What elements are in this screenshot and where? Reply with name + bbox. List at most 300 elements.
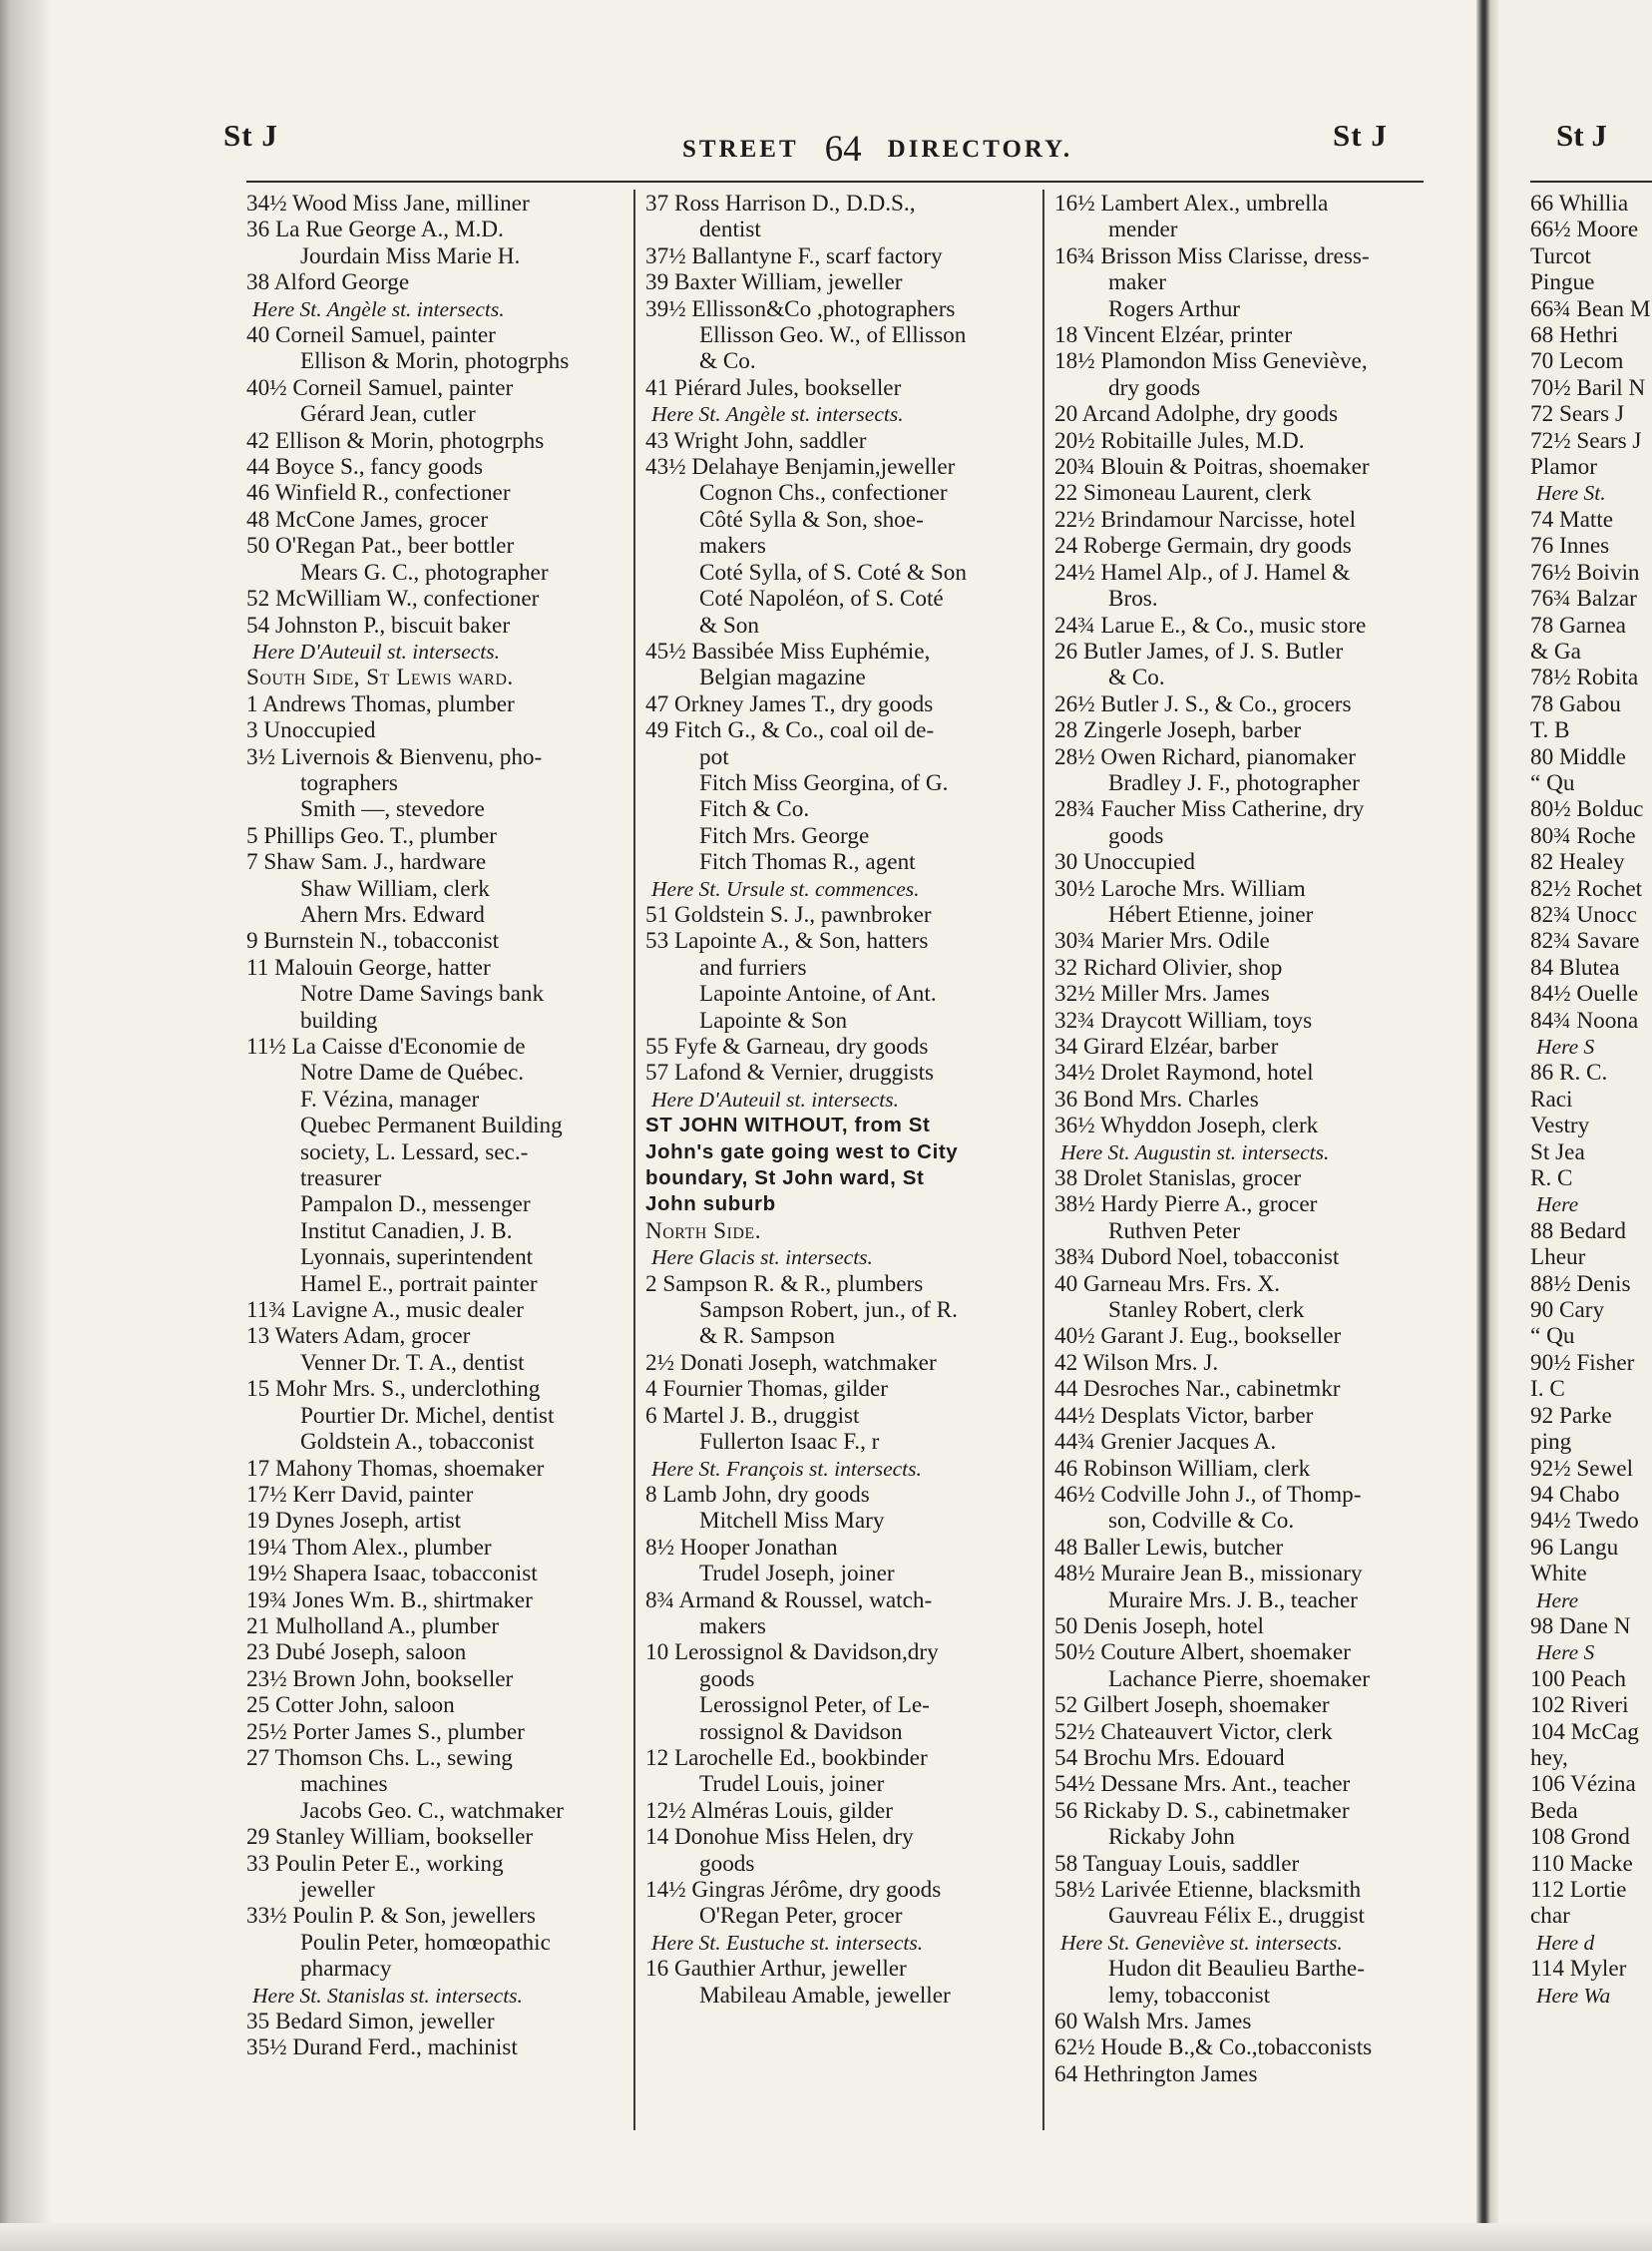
header-right-running-head: St J [1333, 118, 1388, 153]
book-gutter [1476, 0, 1498, 2251]
facing-page-line: 88½ Denis [1530, 1270, 1631, 1297]
directory-entry-continuation: dry goods [1108, 374, 1201, 401]
directory-entry: 1 Andrews Thomas, plumber [246, 690, 515, 717]
directory-entry-continuation: machines [300, 1771, 388, 1798]
directory-entry-continuation: building [300, 1007, 378, 1034]
directory-entry: 60 Walsh Mrs. James [1054, 2009, 1252, 2035]
directory-entry-continuation: Cognon Chs., confectioner [699, 480, 948, 507]
directory-entry: 46½ Codville John J., of Thomp- [1054, 1481, 1362, 1508]
facing-page-line: 80 Middle [1530, 743, 1626, 770]
directory-entry: 62½ Houde B.,& Co.,tobacconists [1054, 2034, 1373, 2061]
directory-entry: 30½ Laroche Mrs. William [1054, 875, 1306, 902]
facing-page-line: 110 Macke [1530, 1850, 1633, 1877]
directory-entry: 24½ Hamel Alp., of J. Hamel & [1054, 559, 1351, 586]
directory-entry: 23½ Brown John, bookseller [246, 1665, 514, 1692]
directory-entry: 17½ Kerr David, painter [246, 1481, 474, 1508]
facing-page-line: Raci [1530, 1086, 1573, 1113]
directory-entry: 44½ Desplats Victor, barber [1054, 1402, 1314, 1429]
facing-page-line: 76 Innes [1530, 533, 1610, 560]
directory-entry: 64 Hethrington James [1054, 2060, 1258, 2087]
directory-entry-continuation: & R. Sampson [699, 1323, 835, 1350]
facing-page-line: 100 Peach [1530, 1665, 1626, 1692]
directory-entry: 18 Vincent Elzéar, printer [1054, 322, 1293, 349]
facing-page-line: 84½ Ouelle [1530, 981, 1639, 1008]
directory-entry: 49 Fitch G., & Co., coal oil de- [645, 717, 935, 744]
facing-page-line: Plamor [1530, 454, 1597, 481]
directory-entry: 25½ Porter James S., plumber [246, 1718, 525, 1745]
directory-entry: 25 Cotter John, saloon [246, 1692, 455, 1719]
facing-page-line: ping [1530, 1429, 1572, 1456]
facing-page-line: 72½ Sears J [1530, 427, 1642, 454]
facing-page-line: 70 Lecom [1530, 348, 1624, 375]
directory-entry: 3 Unoccupied [246, 717, 376, 744]
directory-entry: 55 Fyfe & Garneau, dry goods [645, 1034, 929, 1060]
directory-entry-continuation: maker [1108, 269, 1166, 296]
street-intersection-note: Here St. Angèle st. intersects. [651, 402, 904, 427]
directory-entry: 20¾ Blouin & Poitras, shoemaker [1054, 454, 1370, 481]
facing-page-line: 70½ Baril N [1530, 374, 1646, 401]
directory-entry-continuation: Jacobs Geo. C., watchmaker [300, 1797, 564, 1824]
facing-page-line: Here S [1536, 1640, 1595, 1665]
directory-entry: 6 Martel J. B., druggist [645, 1402, 860, 1429]
directory-entry-continuation: son, Codville & Co. [1108, 1508, 1295, 1535]
facing-page-line: 98 Dane N [1530, 1612, 1631, 1639]
directory-entry: 57 Lafond & Vernier, druggists [645, 1060, 935, 1087]
street-intersection-note: Here St. Geneviève st. intersects. [1060, 1930, 1343, 1955]
directory-entry: 3½ Livernois & Bienvenu, pho- [246, 743, 543, 770]
directory-entry-continuation: Rogers Arthur [1108, 295, 1241, 322]
directory-entry-continuation: makers [699, 533, 766, 560]
facing-page-line: “ Qu [1530, 1323, 1575, 1350]
directory-entry-continuation: makers [699, 1612, 766, 1639]
directory-entry-continuation: Smith —, stevedore [300, 796, 485, 823]
facing-page-line: 96 Langu [1530, 1534, 1619, 1561]
directory-entry: 45½ Bassibée Miss Euphémie, [645, 638, 931, 665]
directory-entry: 38 Drolet Stanislas, grocer [1054, 1165, 1302, 1192]
directory-entry: 34½ Drolet Raymond, hotel [1054, 1060, 1314, 1087]
directory-entry: 46 Winfield R., confectioner [246, 480, 511, 507]
directory-entry-continuation: O'Regan Peter, grocer [699, 1903, 903, 1930]
directory-entry: 33 Poulin Peter E., working [246, 1850, 504, 1877]
directory-entry: 11 Malouin George, hatter [246, 954, 491, 981]
directory-entry-continuation: pot [699, 743, 729, 770]
directory-entry: 14 Donohue Miss Helen, dry [645, 1824, 914, 1851]
directory-entry-continuation: Belgian magazine [699, 665, 866, 691]
directory-entry: 12½ Alméras Louis, gilder [645, 1797, 893, 1824]
directory-entry: 51 Goldstein S. J., pawnbroker [645, 901, 932, 928]
facing-page-line: 106 Vézina [1530, 1771, 1636, 1798]
directory-entry: 37½ Ballantyne F., scarf factory [645, 242, 943, 269]
directory-entry-continuation: Fitch & Co. [699, 796, 810, 823]
directory-entry: 19½ Shapera Isaac, tobacconist [246, 1561, 538, 1587]
directory-entry: 28¾ Faucher Miss Catherine, dry [1054, 796, 1365, 823]
directory-entry-continuation: Stanley Robert, clerk [1108, 1297, 1305, 1324]
directory-entry-continuation: Trudel Louis, joiner [699, 1771, 885, 1798]
directory-entry-continuation: Notre Dame Savings bank [300, 981, 545, 1008]
directory-entry: 20½ Robitaille Jules, M.D. [1054, 427, 1305, 454]
directory-entry: 43½ Delahaye Benjamin,jeweller [645, 454, 956, 481]
facing-page-line: 82¾ Savare [1530, 928, 1640, 955]
facing-page-line: 112 Lortie [1530, 1877, 1627, 1903]
directory-entry: 38¾ Dubord Noel, tobacconist [1054, 1244, 1340, 1271]
directory-entry-continuation: Goldstein A., tobacconist [300, 1429, 535, 1456]
street-heading: John suburb [645, 1192, 776, 1216]
directory-entry-continuation: mender [1108, 217, 1178, 243]
directory-entry-continuation: goods [1108, 822, 1164, 849]
directory-entry: 30 Unoccupied [1054, 849, 1196, 876]
facing-page-line: 88 Bedard [1530, 1217, 1626, 1244]
directory-entry: 23 Dubé Joseph, saloon [246, 1639, 467, 1666]
directory-entry: 44¾ Grenier Jacques A. [1054, 1429, 1277, 1456]
directory-entry-continuation: Quebec Permanent Building [300, 1113, 563, 1139]
facing-page-line: 86 R. C. [1530, 1060, 1608, 1087]
directory-entry: 24¾ Larue E., & Co., music store [1054, 612, 1367, 639]
directory-entry: 16 Gauthier Arthur, jeweller [645, 1956, 907, 1983]
directory-entry: 28 Zingerle Joseph, barber [1054, 717, 1302, 744]
directory-entry-continuation: goods [699, 1850, 755, 1877]
directory-entry-continuation: Muraire Mrs. J. B., teacher [1108, 1586, 1358, 1613]
directory-entry-continuation: Ellisson Geo. W., of Ellisson [699, 322, 967, 349]
street-intersection-note: Here St. Stanislas st. intersects. [252, 1983, 523, 2008]
facing-page-line: White [1530, 1561, 1587, 1587]
directory-entry: 48 Baller Lewis, butcher [1054, 1534, 1284, 1561]
directory-entry: 14½ Gingras Jérôme, dry goods [645, 1877, 942, 1903]
facing-page-line: 74 Matte [1530, 506, 1614, 533]
directory-entry-continuation: Lapointe Antoine, of Ant. [699, 981, 937, 1008]
facing-page-line: 90½ Fisher [1530, 1349, 1635, 1376]
binding-shadow [0, 0, 52, 2251]
directory-entry-continuation: rossignol & Davidson [699, 1718, 903, 1745]
facing-page-line: & Ga [1530, 638, 1581, 665]
directory-entry: 42 Wilson Mrs. J. [1054, 1349, 1219, 1376]
facing-page-line: Here [1536, 1587, 1579, 1612]
directory-entry: 37 Ross Harrison D., D.D.S., [645, 191, 916, 217]
directory-entry: 12 Larochelle Ed., bookbinder [645, 1744, 928, 1771]
directory-entry-continuation: & Co. [1108, 665, 1165, 691]
directory-entry-continuation: Pampalon D., messenger [300, 1191, 531, 1218]
facing-page-line: T. B [1530, 717, 1570, 744]
facing-page-line: Turcot [1530, 242, 1591, 269]
street-intersection-note: Here St. Ursule st. commences. [651, 876, 920, 901]
directory-entry: 29 Stanley William, bookseller [246, 1824, 534, 1851]
facing-page-line: Pingue [1530, 269, 1595, 296]
facing-page-line: 66¾ Bean M [1530, 295, 1651, 322]
directory-entry: 58 Tanguay Louis, saddler [1054, 1850, 1300, 1877]
directory-entry: 35½ Durand Ferd., machinist [246, 2034, 518, 2061]
directory-entry: 21 Mulholland A., plumber [246, 1612, 500, 1639]
directory-entry-continuation: treasurer [300, 1165, 382, 1192]
directory-entry-continuation: Jourdain Miss Marie H. [300, 242, 521, 269]
directory-entry: 33½ Poulin P. & Son, jewellers [246, 1903, 536, 1930]
directory-entry: 56 Rickaby D. S., cabinetmaker [1054, 1797, 1350, 1824]
facing-page-line: 78½ Robita [1530, 665, 1639, 691]
directory-entry: 2 Sampson R. & R., plumbers [645, 1270, 924, 1297]
facing-page-line: St Jea [1530, 1138, 1585, 1165]
facing-page-line: 76½ Boivin [1530, 559, 1640, 586]
directory-entry-continuation: Lerossignol Peter, of Le- [699, 1692, 930, 1719]
directory-entry-continuation: tographers [300, 769, 398, 796]
directory-entry: 13 Waters Adam, grocer [246, 1323, 471, 1350]
directory-entry: 39½ Ellisson&Co ,photographers [645, 295, 956, 322]
directory-entry: 24 Roberge Germain, dry goods [1054, 533, 1352, 560]
header-rule [246, 181, 1424, 183]
facing-page-running-head: St J [1556, 118, 1607, 153]
directory-entry: 40 Corneil Samuel, painter [246, 322, 496, 349]
directory-entry-continuation: Pourtier Dr. Michel, dentist [300, 1402, 555, 1429]
directory-entry: 54 Brochu Mrs. Edouard [1054, 1744, 1285, 1771]
directory-entry: 4 Fournier Thomas, gilder [645, 1376, 889, 1403]
facing-page-line: I. C [1530, 1376, 1565, 1403]
directory-entry: 36 Bond Mrs. Charles [1054, 1086, 1259, 1113]
facing-page-line: Here d [1536, 1930, 1595, 1955]
facing-page-line: 78 Gabou [1530, 690, 1621, 717]
directory-entry-continuation: Côté Sylla & Son, shoe- [699, 506, 924, 533]
street-intersection-note: Here St. Angèle st. intersects. [252, 296, 505, 321]
directory-entry-continuation: Ahern Mrs. Edward [300, 901, 485, 928]
directory-entry: 44 Desroches Nar., cabinetmkr [1054, 1376, 1341, 1403]
directory-entry: 50½ Couture Albert, shoemaker [1054, 1639, 1351, 1666]
facing-page-line: char [1530, 1903, 1570, 1930]
facing-page-line: 78 Garnea [1530, 612, 1626, 639]
directory-entry: 30¾ Marier Mrs. Odile [1054, 928, 1270, 955]
facing-page-line: 82¾ Unocc [1530, 901, 1637, 928]
directory-entry: 48 McCone James, grocer [246, 506, 489, 533]
header-left-running-head: St J [223, 118, 278, 153]
directory-entry: 44 Boyce S., fancy goods [246, 454, 483, 481]
directory-entry: 54 Johnston P., biscuit baker [246, 612, 511, 639]
facing-page-line: 80¾ Roche [1530, 822, 1636, 849]
facing-page-line: 80½ Bolduc [1530, 796, 1644, 823]
directory-entry: 19¼ Thom Alex., plumber [246, 1534, 492, 1561]
directory-entry: 50 Denis Joseph, hotel [1054, 1612, 1264, 1639]
facing-page-line: 82½ Rochet [1530, 875, 1643, 902]
directory-entry: 19¾ Jones Wm. B., shirtmaker [246, 1586, 533, 1613]
directory-entry-continuation: Bros. [1108, 586, 1158, 613]
facing-page-line: “ Qu [1530, 769, 1575, 796]
facing-page-line: 84 Blutea [1530, 954, 1620, 981]
directory-entry: 7 Shaw Sam. J., hardware [246, 849, 487, 876]
directory-entry: 40½ Garant J. Eug., bookseller [1054, 1323, 1342, 1350]
directory-entry-continuation: Ruthven Peter [1108, 1217, 1241, 1244]
directory-entry: 53 Lapointe A., & Son, hatters [645, 928, 929, 955]
directory-entry: 40 Garneau Mrs. Frs. X. [1054, 1270, 1281, 1297]
directory-entry-continuation: Coté Sylla, of S. Coté & Son [699, 559, 967, 586]
directory-entry: 36 La Rue George A., M.D. [246, 217, 504, 243]
directory-entry: 16½ Lambert Alex., umbrella [1054, 191, 1329, 217]
facing-page-line: 84¾ Noona [1530, 1007, 1639, 1034]
directory-entry-continuation: Rickaby John [1108, 1824, 1235, 1851]
directory-entry: 54½ Dessane Mrs. Ant., teacher [1054, 1771, 1351, 1798]
facing-page-line: R. C [1530, 1165, 1573, 1192]
directory-entry-continuation: Shaw William, clerk [300, 875, 490, 902]
street-intersection-note: Here D'Auteuil st. intersects. [651, 1087, 900, 1112]
directory-entry-continuation: Sampson Robert, jun., of R. [699, 1297, 958, 1324]
street-intersection-note: Here St. Eustuche st. intersects. [651, 1930, 924, 1955]
facing-page-line: Vestry [1530, 1113, 1590, 1139]
directory-entry: 28½ Owen Richard, pianomaker [1054, 743, 1356, 770]
facing-page-line: 66 Whillia [1530, 191, 1629, 217]
street-intersection-note: Here St. François st. intersects. [651, 1456, 922, 1481]
directory-entry-continuation: Mears G. C., photographer [300, 559, 549, 586]
directory-entry-continuation: Venner Dr. T. A., dentist [300, 1349, 525, 1376]
directory-entry-continuation: Hébert Etienne, joiner [1108, 901, 1314, 928]
directory-entry: 47 Orkney James T., dry goods [645, 690, 934, 717]
directory-entry: 8½ Hooper Jonathan [645, 1534, 838, 1561]
facing-page-line: 90 Cary [1530, 1297, 1605, 1324]
directory-entry: 8¾ Armand & Roussel, watch- [645, 1586, 933, 1613]
facing-page-line: Here St. [1536, 481, 1606, 506]
directory-entry: 41 Piérard Jules, bookseller [645, 374, 902, 401]
directory-entry-continuation: Hamel E., portrait painter [300, 1270, 538, 1297]
directory-entry: 48½ Muraire Jean B., missionary [1054, 1561, 1363, 1587]
directory-entry: 9 Burnstein N., tobacconist [246, 928, 500, 955]
street-intersection-note: Here Glacis st. intersects. [651, 1245, 873, 1270]
facing-page-line: Here Wa [1536, 1983, 1611, 2008]
directory-entry-continuation: society, L. Lessard, sec.- [300, 1138, 529, 1165]
facing-page-line: Beda [1530, 1797, 1578, 1824]
header-title-directory: DIRECTORY. [887, 136, 1073, 163]
directory-entry: 52 Gilbert Joseph, shoemaker [1054, 1692, 1330, 1719]
facing-page-line: 66½ Moore [1530, 217, 1639, 243]
facing-page-line: 94 Chabo [1530, 1481, 1620, 1508]
directory-column-2 [645, 191, 1032, 2009]
facing-page-header-rule [1530, 181, 1652, 183]
side-heading: South Side, St Lewis ward. [246, 665, 514, 691]
directory-entry: 50 O'Regan Pat., beer bottler [246, 533, 515, 560]
directory-entry-continuation: Fullerton Isaac F., r [699, 1429, 880, 1456]
directory-entry: 19 Dynes Joseph, artist [246, 1508, 462, 1535]
directory-entry-continuation: Lachance Pierre, shoemaker [1108, 1665, 1371, 1692]
column-divider [633, 190, 635, 2130]
directory-entry-continuation: lemy, tobacconist [1108, 1982, 1271, 2009]
directory-entry: 22 Simoneau Laurent, clerk [1054, 480, 1312, 507]
directory-entry-continuation: Gauvreau Félix E., druggist [1108, 1903, 1365, 1930]
directory-entry: 2½ Donati Joseph, watchmaker [645, 1349, 937, 1376]
directory-entry: 46 Robinson William, clerk [1054, 1455, 1311, 1482]
facing-page-line: 108 Grond [1530, 1824, 1630, 1851]
street-intersection-note: Here D'Auteuil st. intersects. [252, 639, 501, 664]
directory-entry: 15 Mohr Mrs. S., underclothing [246, 1376, 541, 1403]
directory-entry: 35 Bedard Simon, jeweller [246, 2009, 495, 2035]
directory-entry: 18½ Plamondon Miss Geneviève, [1054, 348, 1368, 375]
street-intersection-note: Here St. Augustin st. intersects. [1060, 1139, 1330, 1164]
facing-page-line: 92 Parke [1530, 1402, 1612, 1429]
facing-page-line: 114 Myler [1530, 1956, 1627, 1983]
directory-entry: 8 Lamb John, dry goods [645, 1481, 870, 1508]
facing-page-line: hey, [1530, 1744, 1568, 1771]
facing-page-column [1530, 191, 1652, 2009]
street-heading: boundary, St John ward, St [645, 1166, 925, 1190]
directory-entry: 38½ Hardy Pierre A., grocer [1054, 1191, 1318, 1218]
directory-entry-continuation: Trudel Joseph, joiner [699, 1561, 895, 1587]
directory-entry: 32½ Miller Mrs. James [1054, 981, 1270, 1008]
directory-entry-continuation: Fitch Mrs. George [699, 822, 870, 849]
directory-entry: 34 Girard Elzéar, barber [1054, 1034, 1279, 1060]
facing-page-line: Here S [1536, 1035, 1595, 1059]
directory-entry: 58½ Larivée Etienne, blacksmith [1054, 1877, 1362, 1903]
facing-page-line: 92½ Sewel [1530, 1455, 1634, 1482]
directory-entry: 16¾ Brisson Miss Clarisse, dress- [1054, 242, 1370, 269]
facing-page-line: 72 Sears J [1530, 401, 1625, 428]
directory-entry-continuation: & Co. [699, 348, 756, 375]
directory-entry: 52½ Chateauvert Victor, clerk [1054, 1718, 1333, 1745]
facing-page-line: 76¾ Balzar [1530, 586, 1637, 613]
directory-entry: 26½ Butler J. S., & Co., grocers [1054, 690, 1352, 717]
directory-entry: 38 Alford George [246, 269, 410, 296]
facing-page-fragment [1498, 0, 1652, 2251]
page-bottom-shadow [0, 2223, 1652, 2251]
directory-entry-continuation: Notre Dame de Québec. [300, 1060, 525, 1087]
facing-page-line: Here [1536, 1192, 1579, 1217]
column-divider [1042, 190, 1044, 2130]
directory-entry-continuation: F. Vézina, manager [300, 1086, 480, 1113]
directory-entry-continuation: Fitch Miss Georgina, of G. [699, 769, 949, 796]
directory-entry: 26 Butler James, of J. S. Butler [1054, 638, 1344, 665]
directory-entry: 20 Arcand Adolphe, dry goods [1054, 401, 1339, 428]
facing-page-line: 82 Healey [1530, 849, 1625, 876]
directory-entry-continuation: pharmacy [300, 1956, 392, 1983]
page-number: 64 [824, 129, 862, 170]
directory-entry: 22½ Brindamour Narcisse, hotel [1054, 506, 1357, 533]
directory-entry-continuation: Bradley J. F., photographer [1108, 769, 1360, 796]
directory-entry: 10 Lerossignol & Davidson,dry [645, 1639, 939, 1666]
directory-entry-continuation: Poulin Peter, homœopathic [300, 1929, 551, 1956]
directory-entry: 43 Wright John, saddler [645, 427, 867, 454]
directory-entry-continuation: Lapointe & Son [699, 1007, 848, 1034]
directory-entry-continuation: Lyonnais, superintendent [300, 1244, 534, 1271]
directory-entry-continuation: Hudon dit Beaulieu Barthe- [1108, 1956, 1365, 1983]
directory-entry: 32 Richard Olivier, shop [1054, 954, 1283, 981]
directory-entry-continuation: Ellison & Morin, photogrphs [300, 348, 570, 375]
directory-entry-continuation: goods [699, 1665, 755, 1692]
header-center-title [682, 124, 1073, 170]
directory-entry-continuation: jeweller [300, 1877, 375, 1903]
directory-entry-continuation: and furriers [699, 954, 807, 981]
directory-entry-continuation: Fitch Thomas R., agent [699, 849, 916, 876]
directory-entry: 52 McWilliam W., confectioner [246, 586, 540, 613]
directory-entry: 39 Baxter William, jeweller [645, 269, 903, 296]
directory-entry-continuation: Mabileau Amable, jeweller [699, 1982, 951, 2009]
directory-entry: 5 Phillips Geo. T., plumber [246, 822, 497, 849]
directory-entry-continuation: Gérard Jean, cutler [300, 401, 476, 428]
directory-entry-continuation: & Son [699, 612, 759, 639]
directory-column-3 [1054, 191, 1444, 2087]
directory-entry-continuation: Institut Canadien, J. B. [300, 1217, 513, 1244]
directory-column-1 [246, 191, 623, 2061]
directory-entry: 36½ Whyddon Joseph, clerk [1054, 1113, 1319, 1139]
directory-entry: 34½ Wood Miss Jane, milliner [246, 191, 530, 217]
side-heading: North Side. [645, 1217, 761, 1244]
header-title-street: STREET [682, 136, 799, 163]
facing-page-line: 94½ Twedo [1530, 1508, 1639, 1535]
directory-entry-continuation: dentist [699, 217, 761, 243]
directory-entry: 11½ La Caisse d'Economie de [246, 1034, 526, 1060]
facing-page-line: Lheur [1530, 1244, 1586, 1271]
directory-entry-continuation: Mitchell Miss Mary [699, 1508, 885, 1535]
directory-entry: 11¾ Lavigne A., music dealer [246, 1297, 524, 1324]
directory-entry: 32¾ Draycott William, toys [1054, 1007, 1313, 1034]
directory-entry-continuation: Coté Napoléon, of S. Coté [699, 586, 944, 613]
facing-page-line: 104 McCag [1530, 1718, 1639, 1745]
facing-page-line: 102 Riveri [1530, 1692, 1629, 1719]
directory-entry: 42 Ellison & Morin, photogrphs [246, 427, 545, 454]
facing-page-line: 68 Hethri [1530, 322, 1619, 349]
directory-entry: 40½ Corneil Samuel, painter [246, 374, 514, 401]
street-heading: ST JOHN WITHOUT, from St [645, 1114, 931, 1137]
directory-entry: 17 Mahony Thomas, shoemaker [246, 1455, 545, 1482]
directory-entry: 27 Thomson Chs. L., sewing [246, 1744, 513, 1771]
street-heading: John's gate going west to City [645, 1139, 959, 1163]
